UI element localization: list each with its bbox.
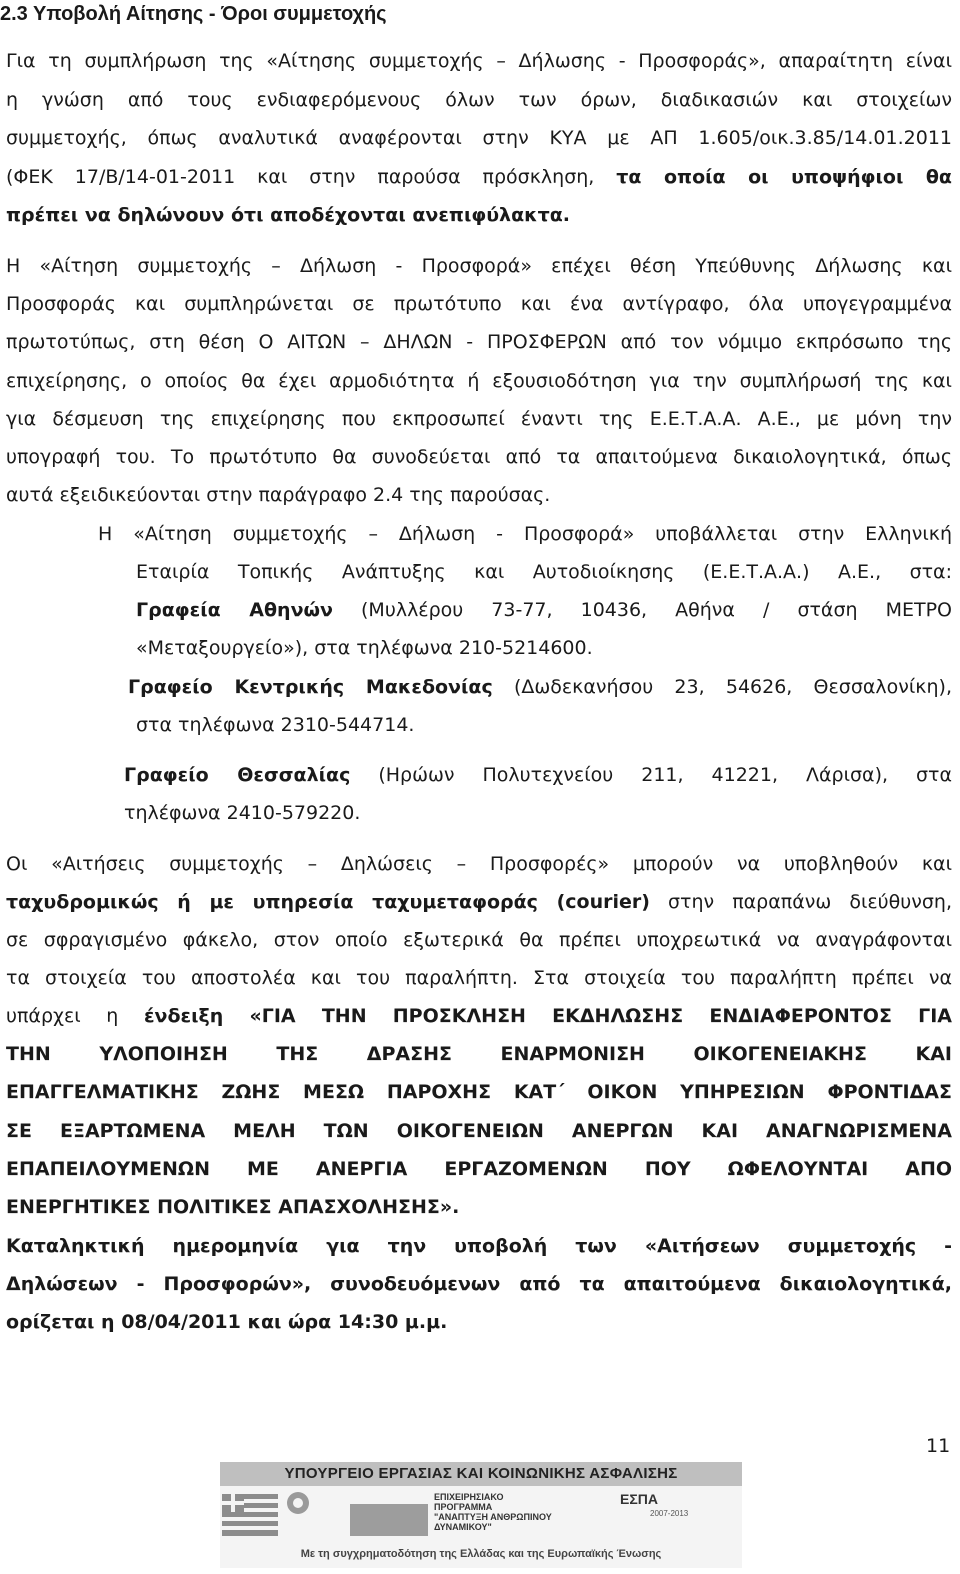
p1-line-5: πρέπει να δηλώνουν ότι αποδέχονται ανεπιφύλακτα. xyxy=(6,204,571,226)
p2-line-1: Η «Αίτηση συμμετοχής – Δήλωση - Προσφορά» επέχει θέση Υπεύθυνης Δήλωσης και xyxy=(6,255,952,277)
cofunding-note: Με τη συγχρηματοδότηση της Ελλάδας και της Ευρωπαϊκής Ένωσης xyxy=(300,1548,662,1560)
p2-line-4: επιχείρησης, ο οποίος θα έχει αρμοδιότητα ή εξουσιοδότηση για την συμπλήρωσή της και xyxy=(6,370,952,392)
p4-line-3: σε σφραγισμένο φάκελο, στον οποίο εξωτερικά θα πρέπει υποχρεωτικά να αναγράφονται xyxy=(6,929,952,951)
athens-office xyxy=(136,598,952,622)
page-number: 11 xyxy=(926,1435,951,1457)
p4-line-2-bold: ταχυδρομικώς ή με υπηρεσία ταχυμεταφοράς (courier) xyxy=(6,891,650,913)
p4-line-2-rest: στην παραπάνω διεύθυνση, xyxy=(649,891,952,913)
p4-line-6: ΤΗΝ ΥΛΟΠΟΙΗΣΗ ΤΗΣ ΔΡΑΣΗΣ ΕΝΑΡΜΟΝΙΣΗ ΟΙΚΟΓΕΝΕΙΑΚΗΣ ΚΑΙ xyxy=(6,1043,952,1065)
deadline-line-3: ορίζεται η 08/04/2011 και ώρα 14:30 μ.μ. xyxy=(6,1311,448,1333)
footer-banner xyxy=(220,1462,742,1568)
section-heading: 2.3 Υποβολή Αίτησης - Όροι συμμετοχής xyxy=(0,3,387,25)
p4-line-8: ΣΕ ΕΞΑΡΤΩΜΕΝΑ ΜΕΛΗ ΤΩΝ ΟΙΚΟΓΕΝΕΙΩΝ ΑΝΕΡΓΩΝ ΚΑΙ ΑΝΑΓΝΩΡΙΣΜΕΝΑ xyxy=(6,1120,952,1142)
program-emblem-icon xyxy=(350,1504,428,1536)
thessaly-office xyxy=(124,763,952,787)
p2-line-5: για δέσμευση της επιχείρησης που εκπροσωπεί έναντι της Ε.Ε.Τ.Α.Α. Α.Ε., με μόνη την xyxy=(6,408,952,430)
p1-line-2: η γνώση από τους ενδιαφερόμενους όλων των όρων, διαδικασιών και στοιχείων xyxy=(6,89,952,111)
operational-program xyxy=(434,1492,554,1532)
operational-program-line-1: ΕΠΙΧΕΙΡΗΣΙΑΚΟ ΠΡΟΓΡΑΜΜΑ xyxy=(434,1492,504,1512)
p2-line-2: Προσφοράς και συμπληρώνεται σε πρωτότυπο και ένα αντίγραφο, όλα υπογεγραμμένα xyxy=(6,293,952,315)
deadline-line-1: Καταληκτική ημερομηνία για την υποβολή των «Αιτήσεων συμμετοχής - xyxy=(6,1235,952,1257)
macedonia-office-phone: στα τηλέφωνα 2310-544714. xyxy=(136,714,415,736)
p4-line-7: ΕΠΑΓΓΕΛΜΑΤΙΚΗΣ ΖΩΗΣ ΜΕΣΩ ΠΑΡΟΧΗΣ ΚΑΤ΄ ΟΙΚΟΝ ΥΠΗΡΕΣΙΩΝ ΦΡΟΝΤΙΔΑΣ xyxy=(6,1081,952,1103)
p4-line-10: ΕΝΕΡΓΗΤΙΚΕΣ ΠΟΛΙΤΙΚΕΣ ΑΠΑΣΧΟΛΗΣΗΣ». xyxy=(6,1196,460,1218)
p1-line-4-bold: τα οποία οι υποψήφιοι θα xyxy=(616,166,952,188)
espa-years: 2007-2013 xyxy=(650,1509,689,1518)
espa-logo: ΕΣΠΑ xyxy=(620,1491,658,1507)
p4-line-9: ΕΠΑΠΕΙΛΟΥΜΕΝΩΝ ΜΕ ΑΝΕΡΓΙΑ ΕΡΓΑΖΟΜΕΝΩΝ ΠΟΥ ΩΦΕΛΟΥΝΤΑΙ ΑΠΟ xyxy=(6,1158,952,1180)
thessaly-office-address: (Ηρώων Πολυτεχνείου 211, 41221, Λάρισα), στα xyxy=(350,764,953,786)
p4-line-4: τα στοιχεία του αποστολέα και του παραλήπτη. Στα στοιχεία του παραλήπτη πρέπει να xyxy=(6,967,952,989)
greek-flag-icon xyxy=(222,1494,278,1536)
p1-line-4 xyxy=(6,165,952,189)
p3-line-2: Εταιρία Τοπικής Ανάπτυξης και Αυτοδιοίκησης (Ε.Ε.Τ.Α.Α.) Α.Ε., στα: xyxy=(136,561,952,583)
operational-program-line-2: "ΑΝΑΠΤΥΞΗ ΑΝΘΡΩΠΙΝΟΥ ΔΥΝΑΜΙΚΟΥ" xyxy=(434,1512,552,1532)
p2-line-3: πρωτοτύπως, στη θέση Ο ΑΙΤΩΝ – ΔΗΛΩΝ - ΠΡΟΣΦΕΡΩΝ από τον νόμιμο εκπρόσωπο της xyxy=(6,331,952,353)
macedonia-office-label: Γραφείο Κεντρικής Μακεδονίας xyxy=(128,676,493,698)
p1-line-4-text: (ΦΕΚ 17/Β/14-01-2011 και στην παρούσα πρόσκληση, xyxy=(6,166,617,188)
p1-line-1: Για τη συμπλήρωση της «Αίτησης συμμετοχής – Δήλωσης - Προσφοράς», απαραίτητη είναι xyxy=(6,50,952,72)
thessaly-office-phone: τηλέφωνα 2410-579220. xyxy=(124,802,361,824)
macedonia-office-address: (Δωδεκανήσου 23, 54626, Θεσσαλονίκη), xyxy=(492,676,952,698)
p3-line-1: Η «Αίτηση συμμετοχής – Δήλωση - Προσφορά» υποβάλλεται στην Ελληνική xyxy=(98,523,952,545)
athens-office-address: (Μυλλέρου 73-77, 10436, Αθήνα / στάση ΜΕΤΡΟ xyxy=(332,599,953,621)
macedonia-office xyxy=(128,675,952,699)
p2-line-6: υπογραφή του. Το πρωτότυπο θα συνοδεύεται από τα απαιτούμενα δικαιολογητικά, όπως xyxy=(6,446,952,468)
p4-line-5-text: υπάρχει η xyxy=(6,1005,144,1027)
athens-office-phone: «Μεταξουργείο»), στα τηλέφωνα 210-5214600. xyxy=(136,637,593,659)
p4-line-2 xyxy=(6,890,952,914)
p4-line-5-bold: ένδειξη «ΓΙΑ ΤΗΝ ΠΡΟΣΚΛΗΣΗ ΕΚΔΗΛΩΣΗΣ ΕΝΔΙΑΦΕΡΟΝΤΟΣ ΓΙΑ xyxy=(143,1005,952,1027)
program-logo-icon xyxy=(286,1491,310,1515)
ministry-bar: ΥΠΟΥΡΓΕΙΟ ΕΡΓΑΣΙΑΣ ΚΑΙ ΚΟΙΝΩΝΙΚΗΣ ΑΣΦΑΛΙΣΗΣ xyxy=(220,1462,742,1486)
p4-line-5 xyxy=(6,1004,952,1028)
thessaly-office-label: Γραφείο Θεσσαλίας xyxy=(124,764,351,786)
p4-line-1: Οι «Αιτήσεις συμμετοχής – Δηλώσεις – Προσφορές» μπορούν να υποβληθούν και xyxy=(6,853,952,875)
p2-line-7: αυτά εξειδικεύονται στην παράγραφο 2.4 της παρούσας. xyxy=(6,484,551,506)
athens-office-label: Γραφεία Αθηνών xyxy=(136,599,333,621)
p1-line-3: συμμετοχής, όπως αναλυτικά αναφέρονται στην ΚΥΑ με ΑΠ 1.605/οικ.3.85/14.01.2011 xyxy=(6,127,952,149)
deadline-line-2: Δηλώσεων - Προσφορών», συνοδευόμενων από τα απαιτούμενα δικαιολογητικά, xyxy=(6,1273,952,1295)
